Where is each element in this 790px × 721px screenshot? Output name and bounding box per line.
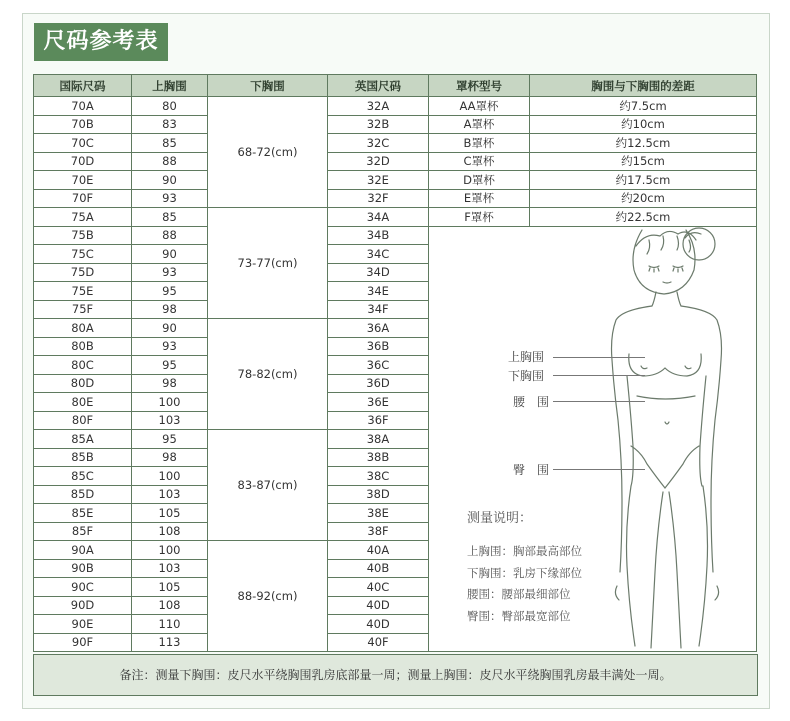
uk-size-cell: 40D [328, 615, 429, 634]
uk-size-cell: 36C [328, 356, 429, 375]
upper-bust-cell: 95 [132, 430, 208, 449]
intl-size-cell: 80E [34, 393, 132, 412]
header-cup-type: 罩杯型号 [429, 75, 530, 97]
intl-size-cell: 75A [34, 208, 132, 227]
table-header-row [34, 75, 757, 97]
intl-size-cell: 75F [34, 300, 132, 319]
intl-size-cell: 70B [34, 115, 132, 134]
upper-bust-cell: 93 [132, 337, 208, 356]
upper-bust-cell: 103 [132, 411, 208, 430]
line-hip [553, 469, 645, 470]
table-row [34, 189, 757, 208]
intl-size-cell: 90C [34, 578, 132, 597]
intl-size-cell: 85F [34, 522, 132, 541]
intl-size-cell: 75C [34, 245, 132, 264]
intl-size-cell: 85E [34, 504, 132, 523]
cup-type-cell: AA罩杯 [429, 97, 530, 116]
difference-cell: 约12.5cm [530, 134, 757, 153]
uk-size-cell: 36A [328, 319, 429, 338]
header-under-bust: 下胸围 [208, 75, 328, 97]
upper-bust-cell: 93 [132, 263, 208, 282]
upper-bust-cell: 90 [132, 171, 208, 190]
upper-bust-cell: 113 [132, 633, 208, 652]
upper-bust-cell: 95 [132, 356, 208, 375]
uk-size-cell: 40C [328, 578, 429, 597]
upper-bust-cell: 90 [132, 245, 208, 264]
measurement-item-hip: 臀围：臀部最宽部位 [467, 608, 571, 623]
table-row [34, 115, 757, 134]
under-bust-cell: 78-82(cm) [208, 319, 328, 430]
upper-bust-cell: 108 [132, 522, 208, 541]
uk-size-cell: 40A [328, 541, 429, 560]
table-row [34, 152, 757, 171]
intl-size-cell: 75D [34, 263, 132, 282]
upper-bust-cell: 105 [132, 504, 208, 523]
intl-size-cell: 90B [34, 559, 132, 578]
label-upper-bust: 上胸围 [508, 350, 545, 364]
cup-type-cell: E罩杯 [429, 189, 530, 208]
uk-size-cell: 34F [328, 300, 429, 319]
uk-size-cell: 38F [328, 522, 429, 541]
intl-size-cell: 80D [34, 374, 132, 393]
table-row [34, 171, 757, 190]
uk-size-cell: 34D [328, 263, 429, 282]
uk-size-cell: 38C [328, 467, 429, 486]
difference-cell: 约15cm [530, 152, 757, 171]
uk-size-cell: 32D [328, 152, 429, 171]
intl-size-cell: 80F [34, 411, 132, 430]
difference-cell: 约10cm [530, 115, 757, 134]
page-title: 尺码参考表 [34, 23, 168, 61]
intl-size-cell: 90E [34, 615, 132, 634]
intl-size-cell: 90F [34, 633, 132, 652]
upper-bust-cell: 98 [132, 448, 208, 467]
uk-size-cell: 38A [328, 430, 429, 449]
upper-bust-cell: 90 [132, 319, 208, 338]
intl-size-cell: 75E [34, 282, 132, 301]
upper-bust-cell: 108 [132, 596, 208, 615]
upper-bust-cell: 85 [132, 208, 208, 227]
measurement-list [467, 541, 582, 627]
measurement-item-waist: 腰围：腰部最细部位 [467, 587, 571, 601]
uk-size-cell: 32B [328, 115, 429, 134]
measurement-title: 测量说明： [467, 511, 533, 526]
uk-size-cell: 40B [328, 559, 429, 578]
label-hip: 臀 围 [513, 463, 550, 477]
intl-size-cell: 70E [34, 171, 132, 190]
line-waist [553, 401, 645, 402]
upper-bust-cell: 100 [132, 541, 208, 560]
intl-size-cell: 70D [34, 152, 132, 171]
upper-bust-cell: 98 [132, 300, 208, 319]
cup-type-cell: C罩杯 [429, 152, 530, 171]
uk-size-cell: 34B [328, 226, 429, 245]
table-row [34, 97, 757, 116]
header-intl-size: 国际尺码 [34, 75, 132, 97]
uk-size-cell: 38D [328, 485, 429, 504]
under-bust-cell: 88-92(cm) [208, 541, 328, 652]
intl-size-cell: 75B [34, 226, 132, 245]
upper-bust-cell: 88 [132, 226, 208, 245]
intl-size-cell: 90A [34, 541, 132, 560]
difference-cell: 约17.5cm [530, 171, 757, 190]
uk-size-cell: 32C [328, 134, 429, 153]
footer-note: 备注：测量下胸围：皮尺水平绕胸围乳房底部量一周；测量上胸围：皮尺水平绕胸围乳房最丰满处一周。 [33, 654, 758, 696]
cup-type-cell: D罩杯 [429, 171, 530, 190]
upper-bust-cell: 98 [132, 374, 208, 393]
intl-size-cell: 85A [34, 430, 132, 449]
uk-size-cell: 36F [328, 411, 429, 430]
upper-bust-cell: 110 [132, 615, 208, 634]
difference-cell: 约20cm [530, 189, 757, 208]
intl-size-cell: 80C [34, 356, 132, 375]
upper-bust-cell: 95 [132, 282, 208, 301]
uk-size-cell: 38B [328, 448, 429, 467]
upper-bust-cell: 85 [132, 134, 208, 153]
intl-size-cell: 85B [34, 448, 132, 467]
uk-size-cell: 32F [328, 189, 429, 208]
uk-size-cell: 36E [328, 393, 429, 412]
uk-size-cell: 36B [328, 337, 429, 356]
upper-bust-cell: 88 [132, 152, 208, 171]
uk-size-cell: 32A [328, 97, 429, 116]
uk-size-cell: 34A [328, 208, 429, 227]
uk-size-cell: 34E [328, 282, 429, 301]
upper-bust-cell: 93 [132, 189, 208, 208]
upper-bust-cell: 103 [132, 485, 208, 504]
upper-bust-cell: 83 [132, 115, 208, 134]
intl-size-cell: 85D [34, 485, 132, 504]
under-bust-cell: 83-87(cm) [208, 430, 328, 541]
upper-bust-cell: 103 [132, 559, 208, 578]
under-bust-cell: 68-72(cm) [208, 97, 328, 208]
intl-size-cell: 85C [34, 467, 132, 486]
difference-cell: 约22.5cm [530, 208, 757, 227]
table-row [34, 134, 757, 153]
measurement-item-upper: 上胸围：胸部最高部位 [467, 544, 582, 558]
uk-size-cell: 40D [328, 596, 429, 615]
intl-size-cell: 80A [34, 319, 132, 338]
intl-size-cell: 70C [34, 134, 132, 153]
uk-size-cell: 32E [328, 171, 429, 190]
header-upper-bust: 上胸围 [132, 75, 208, 97]
header-difference: 胸围与下胸围的差距 [530, 75, 757, 97]
label-lower-bust: 下胸围 [508, 369, 545, 383]
intl-size-cell: 80B [34, 337, 132, 356]
upper-bust-cell: 100 [132, 467, 208, 486]
intl-size-cell: 70A [34, 97, 132, 116]
table-row [34, 208, 757, 227]
cup-type-cell: B罩杯 [429, 134, 530, 153]
label-waist: 腰 围 [513, 395, 550, 409]
measurement-item-lower: 下胸围：乳房下缘部位 [467, 565, 582, 580]
header-uk-size: 英国尺码 [328, 75, 429, 97]
line-upper-bust [553, 357, 645, 358]
cup-type-cell: A罩杯 [429, 115, 530, 134]
intl-size-cell: 90D [34, 596, 132, 615]
cup-type-cell: F罩杯 [429, 208, 530, 227]
uk-size-cell: 40F [328, 633, 429, 652]
uk-size-cell: 38E [328, 504, 429, 523]
uk-size-cell: 36D [328, 374, 429, 393]
upper-bust-cell: 80 [132, 97, 208, 116]
difference-cell: 约7.5cm [530, 97, 757, 116]
uk-size-cell: 34C [328, 245, 429, 264]
under-bust-cell: 73-77(cm) [208, 208, 328, 319]
upper-bust-cell: 105 [132, 578, 208, 597]
line-lower-bust [553, 375, 645, 376]
intl-size-cell: 70F [34, 189, 132, 208]
upper-bust-cell: 100 [132, 393, 208, 412]
